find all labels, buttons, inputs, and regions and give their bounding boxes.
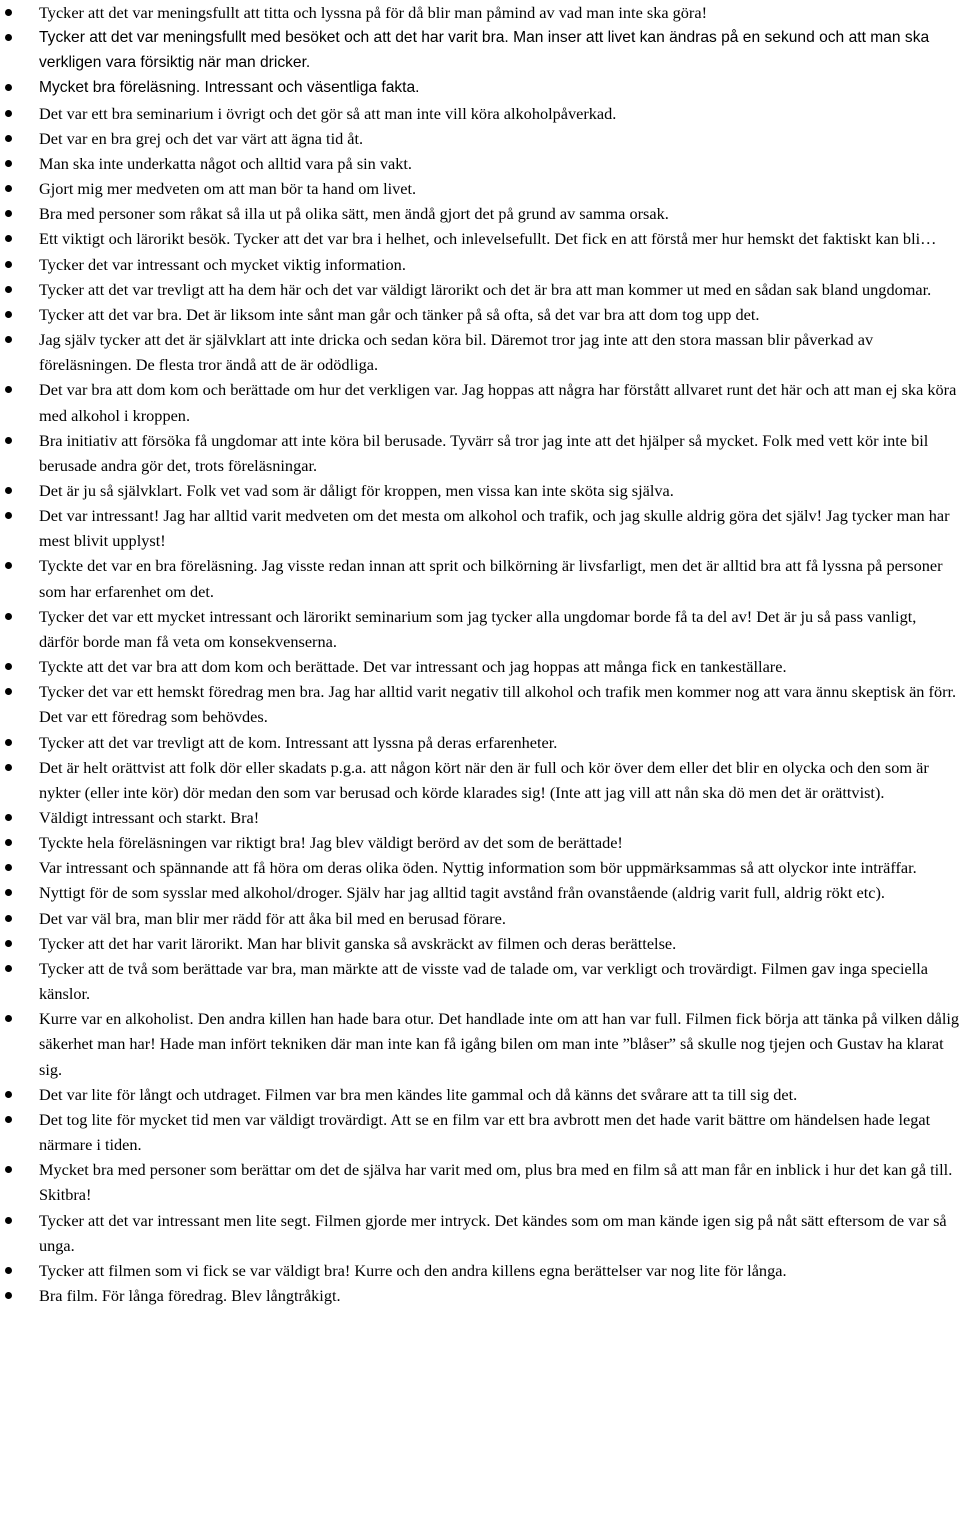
list-item xyxy=(39,302,960,327)
list-item xyxy=(39,1006,960,1081)
list-item xyxy=(39,1208,960,1258)
list-item xyxy=(39,226,960,251)
list-item xyxy=(39,730,960,755)
bullet-icon xyxy=(5,512,12,519)
comment-text: Det var lite för långt och utdraget. Filmen var bra men kändes lite gammal och då känns det svårare att ta till sig det. xyxy=(39,1084,798,1104)
comment-text: Nyttigt för de som sysslar med alkohol/droger. Själv har jag alltid tagit avstånd från ovanstående (aldrig varit full, aldrig rökt etc). xyxy=(39,883,885,903)
list-item xyxy=(39,478,960,503)
list-item xyxy=(39,377,960,427)
list-item xyxy=(39,805,960,830)
list-item xyxy=(39,25,960,75)
comment-text: Tycker det var intressant och mycket viktig information. xyxy=(39,254,406,274)
list-item xyxy=(39,553,960,603)
comment-text: Väldigt intressant och starkt. Bra! xyxy=(39,808,260,827)
bullet-icon xyxy=(5,562,12,569)
bullet-icon xyxy=(5,9,12,16)
bullet-icon xyxy=(5,915,12,922)
list-item xyxy=(39,654,960,679)
bullet-icon xyxy=(5,84,12,91)
bullet-icon xyxy=(5,864,12,871)
list-item xyxy=(39,101,960,126)
bullet-icon xyxy=(5,386,12,393)
list-item xyxy=(39,0,960,25)
comment-text: Tycker att det var meningsfullt att titta och lyssna på för då blir man påmind av vad man inte ska göra! xyxy=(39,3,707,22)
comment-text: Tycker att filmen som vi fick se var väldigt bra! Kurre och den andra killens egna berättelser var nog lite för långa. xyxy=(39,1260,787,1280)
bullet-icon xyxy=(5,739,12,746)
bullet-icon xyxy=(5,135,12,142)
bullet-icon xyxy=(5,437,12,444)
comment-text: Jag själv tycker att det är självklart att inte dricka och sedan köra bil. Däremot tror jag inte att den stora massan blir påverkad av föreläsningen. De flesta tror ändå att de är odödliga. xyxy=(39,330,874,375)
list-item xyxy=(39,1258,960,1283)
list-item xyxy=(39,176,960,201)
list-item xyxy=(39,604,960,654)
comment-text: Tycker att de två som berättade var bra, man märkte att de visste vad de talade om, var verkligt och trovärdigt. Filmen gav inga speciella känslor. xyxy=(39,958,929,1004)
bullet-icon xyxy=(5,210,12,217)
comment-text: Tyckte att det var bra att dom kom och berättade. Det var intressant och jag hoppas att många fick en tankeställare. xyxy=(39,657,787,677)
bullet-icon xyxy=(5,311,12,318)
list-item xyxy=(39,830,960,855)
list-item xyxy=(39,75,960,100)
comment-text: Tycker att det var bra. Det är liksom inte sånt man går och tänker på så ofta, så det var bra att dom tog upp det. xyxy=(39,304,760,324)
comment-text: Mycket bra föreläsning. Intressant och väsentliga fakta. xyxy=(39,79,420,97)
bullet-icon xyxy=(5,336,12,343)
comment-text: Gjort mig mer medveten om att man bör ta hand om livet. xyxy=(39,179,417,199)
bullet-icon xyxy=(5,1116,12,1123)
comment-text: Det tog lite för mycket tid men var väldigt trovärdigt. Att se en film var ett bra avbrott men det hade varit bättre om händelsen hade legat närmare i tiden. xyxy=(39,1109,931,1155)
bullet-icon xyxy=(5,1091,12,1098)
list-item xyxy=(39,151,960,176)
comment-text: Ett viktigt och lärorikt besök. Tycker att det var bra i helhet, och inlevelsefullt. Det fick en att förstå mer hur hemskt det faktiskt kan bli… xyxy=(39,229,937,249)
list-item xyxy=(39,755,960,805)
bullet-icon xyxy=(5,110,12,117)
comment-text: Tycker det var ett mycket intressant och lärorikt seminarium som jag tycker alla ungdomar borde få ta del av! Det är ju så pass vanligt, därför borde man få veta om konsekvenserna. xyxy=(39,606,917,651)
bullet-icon xyxy=(5,940,12,947)
list-item xyxy=(39,880,960,905)
comment-text: Det var bra att dom kom och berättade om hur det verkligen var. Jag hoppas att några har förstått allvaret runt det här och att man ej ska köra med alkohol i kroppen. xyxy=(39,380,957,425)
comment-text: Tyckte det var en bra föreläsning. Jag visste redan innan att sprit och bilkörning är livsfarligt, men det är alltid bra att få lyssna på personer som har erfarenhet om det. xyxy=(39,556,943,601)
list-item xyxy=(39,327,960,377)
comment-text: Man ska inte underkatta något och alltid vara på sin vakt. xyxy=(39,153,412,173)
comment-text: Tycker att det var trevligt att ha dem här och det var väldigt lärorikt och det är bra att man kommer ut med en sådan sak bland ungdomar. xyxy=(39,279,932,299)
comment-text: Mycket bra med personer som berättar om det de själva har varit med om, plus bra med en film så att man får en inblick i hur det kan gå till. Skitbra! xyxy=(39,1160,953,1205)
comment-text: Det var väl bra, man blir mer rädd för att åka bil med en berusad förare. xyxy=(39,908,506,928)
comment-text: Bra film. För långa föredrag. Blev långtråkigt. xyxy=(39,1285,341,1305)
list-item xyxy=(39,503,960,553)
bullet-icon xyxy=(5,160,12,167)
comment-text: Det är ju så självklart. Folk vet vad som är dåligt för kroppen, men vissa kan inte sköta sig själva. xyxy=(39,480,674,500)
list-item xyxy=(39,956,960,1006)
bullet-icon xyxy=(5,613,12,620)
bullet-icon xyxy=(5,286,12,293)
bullet-icon xyxy=(5,839,12,846)
comment-text: Bra med personer som råkat så illa ut på olika sätt, men ändå gjort det på grund av samma orsak. xyxy=(39,204,669,224)
list-item xyxy=(39,931,960,956)
list-item xyxy=(39,1283,960,1308)
bullet-icon xyxy=(5,1292,12,1299)
list-item xyxy=(39,1082,960,1107)
comment-text: Tyckte hela föreläsningen var riktigt bra! Jag blev väldigt berörd av det som de berättade! xyxy=(39,833,623,853)
comment-text: Tycker att det var intressant men lite segt. Filmen gjorde mer intryck. Det kändes som om man kände igen sig på nåt sätt eftersom de var så unga. xyxy=(39,1210,947,1255)
bullet-icon xyxy=(5,663,12,670)
list-item xyxy=(39,1157,960,1207)
bullet-icon xyxy=(5,185,12,192)
list-item xyxy=(39,252,960,277)
comment-text: Det var intressant! Jag har alltid varit medveten om det mesta om alkohol och trafik, och jag skulle aldrig göra det själv! Jag tycker man har mest blivit upplyst! xyxy=(39,506,950,551)
bullet-icon xyxy=(5,1217,12,1224)
bullet-icon xyxy=(5,814,12,821)
bullet-icon xyxy=(5,34,12,41)
comment-text: Tycker att det var meningsfullt med besöket och att det har varit bra. Man inser att livet kan ändras på en sekund och att man ska verkligen vara försiktig när man dricker. xyxy=(39,29,930,72)
bullet-icon xyxy=(5,965,12,972)
bullet-icon xyxy=(5,235,12,242)
bullet-icon xyxy=(5,1015,12,1022)
comment-text: Det var en bra grej och det var värt att ägna tid åt. xyxy=(39,128,364,148)
list-item xyxy=(39,126,960,151)
bullet-icon xyxy=(5,688,12,695)
comment-text: Tycker det var ett hemskt föredrag men bra. Jag har alltid varit negativ till alkohol och trafik men kommer nog att vara ännu skeptisk än förr. Det var ett föredrag som behövdes. xyxy=(39,682,957,727)
bullet-icon xyxy=(5,764,12,771)
list-item xyxy=(39,679,960,729)
comment-text: Bra initiativ att försöka få ungdomar att inte köra bil berusade. Tyvärr så tror jag inte att det hjälper så mycket. Folk med vett kör inte bil berusade andra gör det, trots föreläsningar. xyxy=(39,430,929,475)
list-item xyxy=(39,906,960,931)
bullet-icon xyxy=(5,261,12,268)
bullet-icon xyxy=(5,487,12,494)
comment-text: Kurre var en alkoholist. Den andra killen han hade bara otur. Det handlade inte om att han var full. Filmen fick börja att tänka på vilken dålig säkerhet man har! Hade man infört tekniken där man inte kan få igång bilen om man inte ”blåser” så skulle nog tjejen och Gustav ha klarat sig. xyxy=(39,1009,960,1079)
list-item xyxy=(39,201,960,226)
comment-text: Tycker att det har varit lärorikt. Man har blivit ganska så avskräckt av filmen och deras berättelse. xyxy=(39,933,677,953)
list-item xyxy=(39,277,960,302)
bullet-icon xyxy=(5,1267,12,1274)
comment-text: Var intressant och spännande att få höra om deras olika öden. Nyttig information som bör uppmärksammas så att olyckor inte inträffar. xyxy=(39,858,917,878)
list-item xyxy=(39,855,960,880)
list-item xyxy=(39,428,960,478)
comment-text: Tycker att det var trevligt att de kom. Intressant att lyssna på deras erfarenheter. xyxy=(39,732,558,752)
bullet-icon xyxy=(5,1166,12,1173)
comment-text: Det var ett bra seminarium i övrigt och det gör så att man inte vill köra alkoholpåverkad. xyxy=(39,103,617,123)
comment-text: Det är helt orättvist att folk dör eller skadats p.g.a. att någon kört när den är full och kör över dem eller det blir en olycka och den som är nykter (eller inte kör) dör medan den som var berusad och körde klarades sig! (Inte att jag vill att nån ska dö men det är orättvist). xyxy=(39,757,929,802)
bullet-icon xyxy=(5,889,12,896)
list-item xyxy=(39,1107,960,1157)
